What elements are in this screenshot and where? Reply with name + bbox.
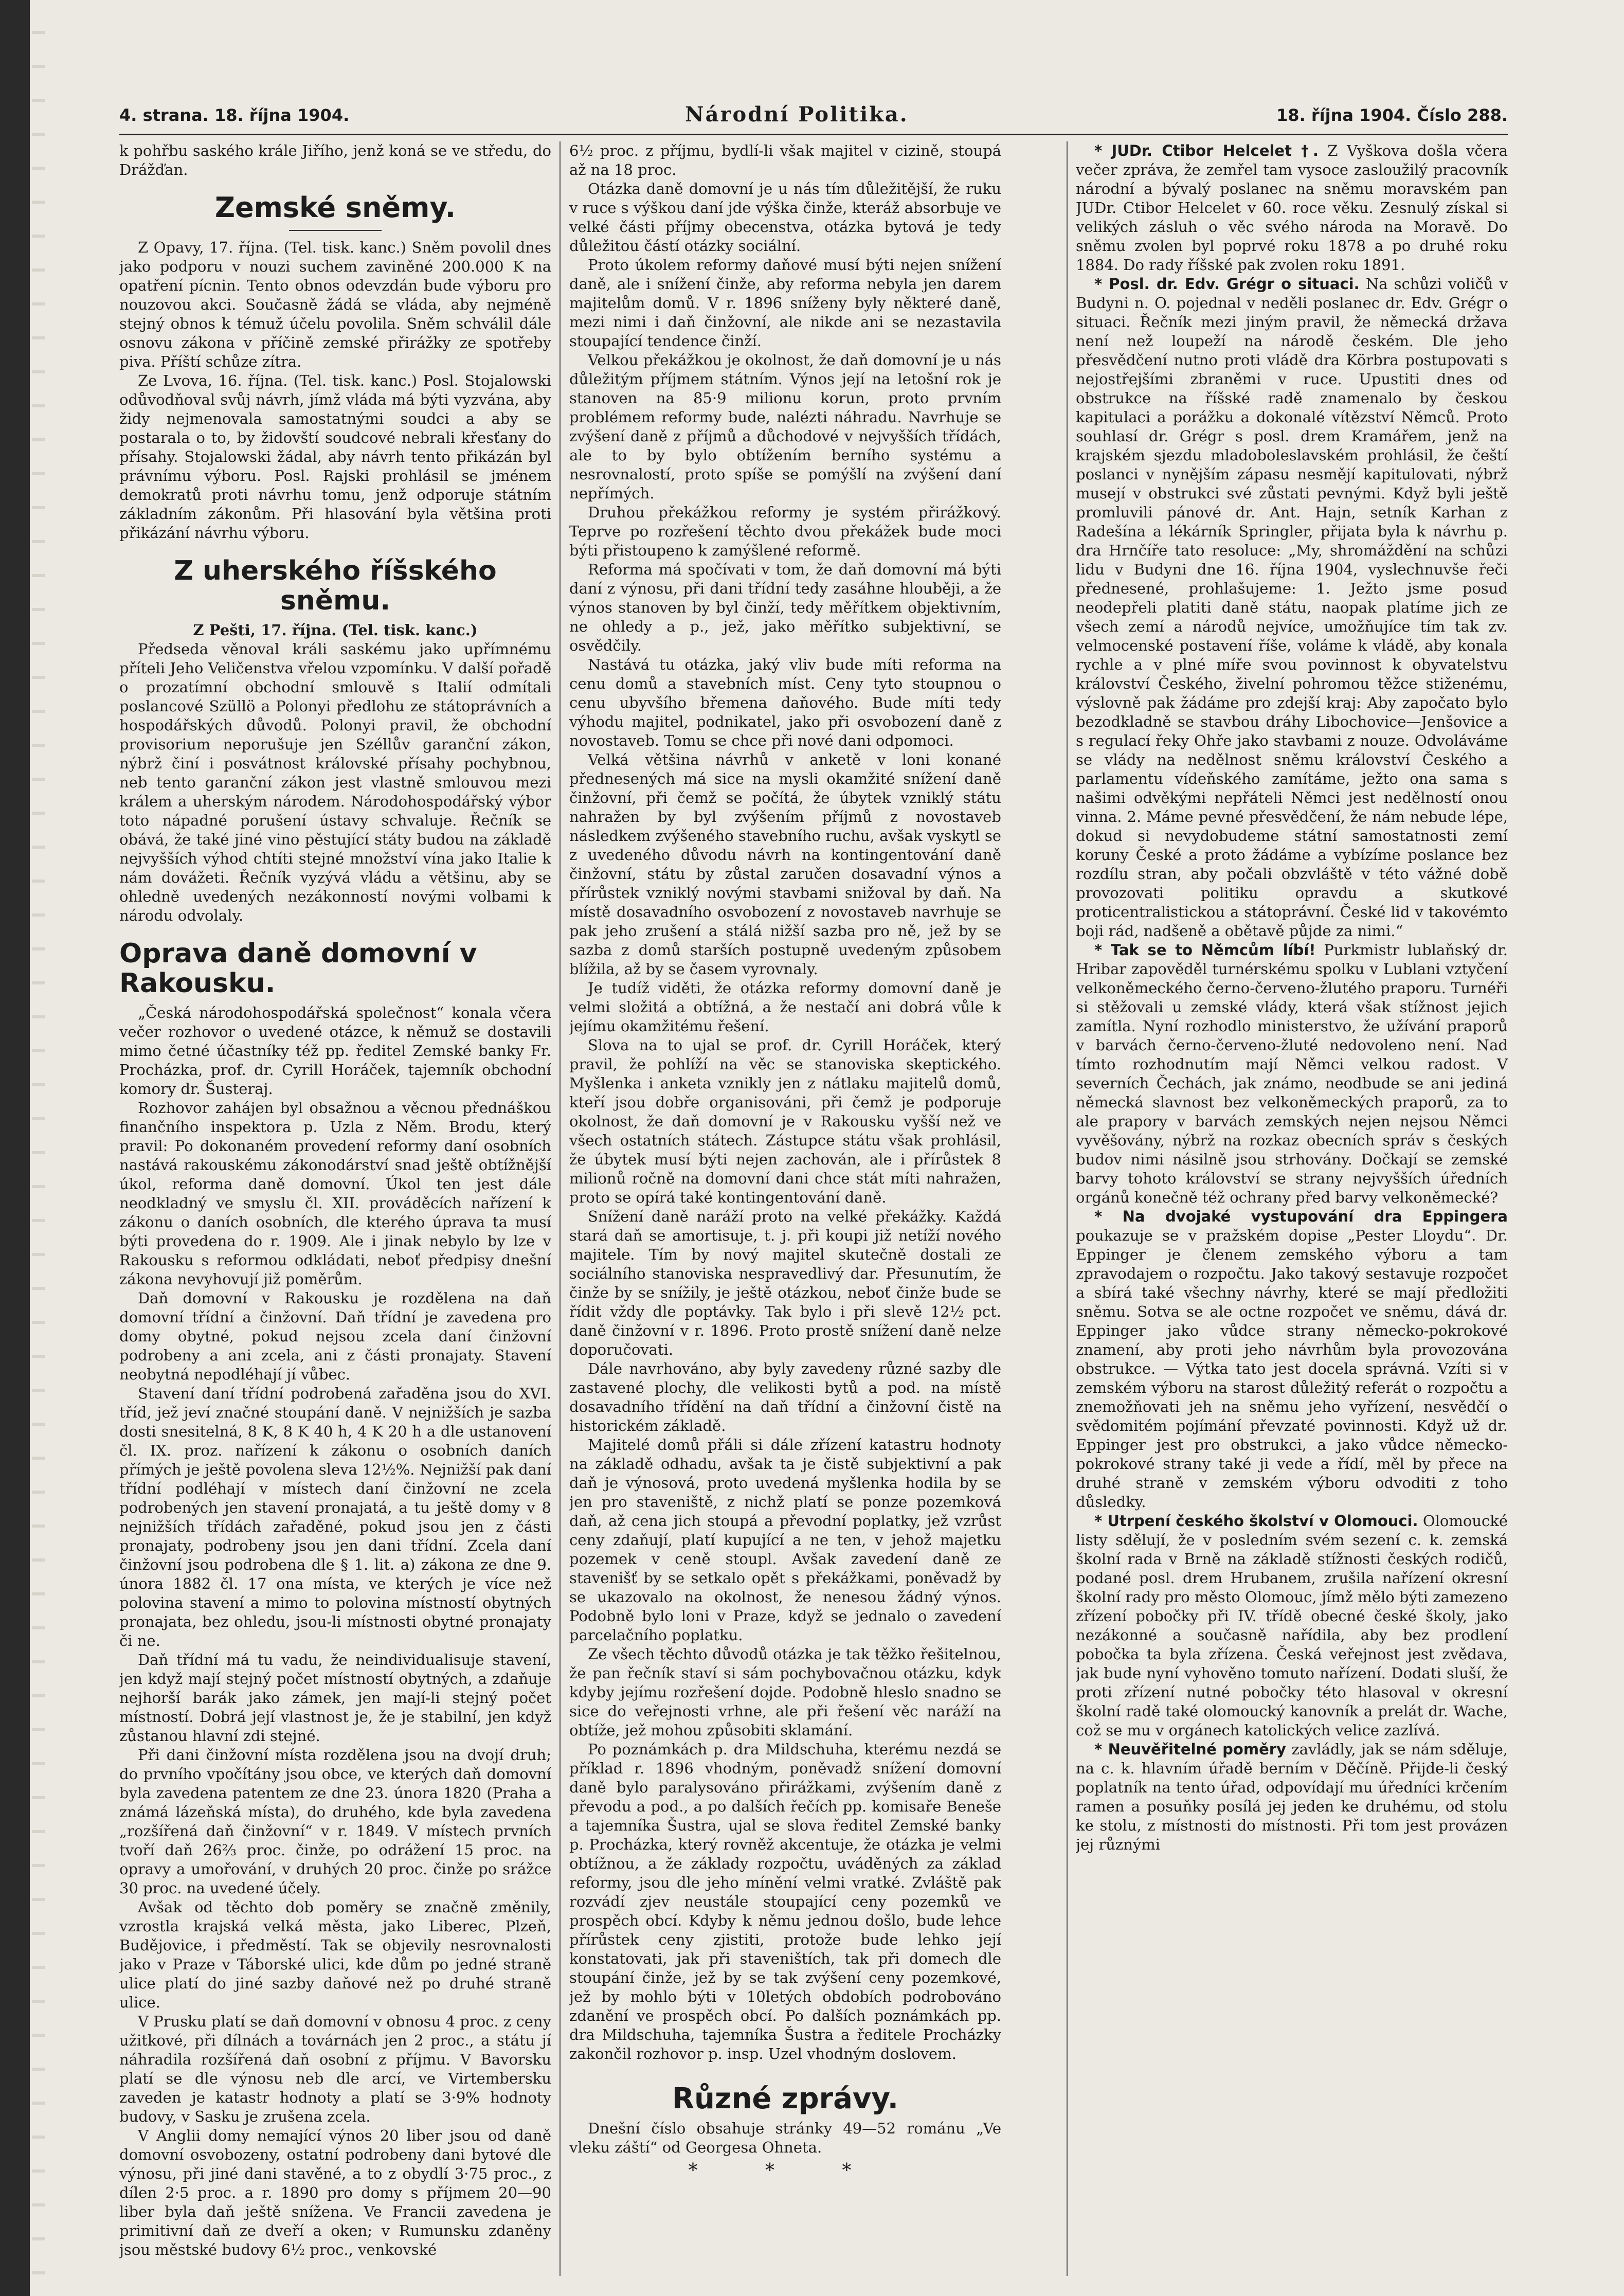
- header-page-date: 4. strana. 18. října 1904.: [119, 105, 350, 125]
- paragraph: „Česká národohospodářská společnost“ konala včera večer rozhovor o uvedené otázce, k němuž se dostavili mimo četné účastníky též pp. ředitel Zemské banky Fr. Procházka, prof. dr. Cyrill Horáček, tajemník obchodní komory dr. Šusteraj.: [119, 1004, 551, 1098]
- column-divider: [1067, 141, 1068, 2276]
- paragraph: V Anglii domy nemající výnos 20 liber jsou od daně domovní osvobozeny, ostatní podrobeny dani bytové dle výnosu, při jiné dani stavěné, a to z obydlí 3·75 proc., z dílen 2·5 proc. a r. 1890 pro domy s příjmem 20—90 liber byla daň ještě snížena. Ve Francii zavedena je primitivní daň ze dveří a oken; v Rumunsku zdaněny jsou městské budovy 6½ proc., venkovské: [119, 2127, 551, 2258]
- paragraph: Otázka daně domovní je u nás tím důležitější, že ruku v ruce s výškou daní jde výška činže, kteráž absorbuje ve velké části příjmy obecenstva, otázka bytová je tedy důležitou částí otázky sociální.: [569, 180, 1001, 255]
- paragraph: Předseda věnoval králi saskému jako upřímnému příteli Jeho Veličenstva vřelou vzpomínku. V další pořadě o prozatímní obchodní smlouvě s Italií odmítali poslancové Szüllö a Polonyi předlohu ze státoprávních a hospodářských důvodů. Polonyi pravil, že obchodní provisorium neporušuje jen Széllův garanční zákon, nýbrž činí i posvátnost královské přísahy pochybnou, neb tento garanční zákon jest vlastně smlouvou mezi králem a uherským národem. Národohospodářský výbor toto nápadné porušení ústavy schvaluje. Řečník se obává, že také jiné vino pěstující státy budou na základě nejvyšších výhod chtíti stejné množství vína jako Italie k nám dovážeti. Řečník vyzývá vládu a většinu, aby se ohledně uvedených nezákonností novými volbami k národu odvolaly.: [119, 640, 551, 924]
- paragraph: Rozhovor zahájen byl obsažnou a věcnou přednáškou finančního inspektora p. Uzla z Něm. Brodu, který pravil: Po dokonaném provedení reformy daní osobních nastává rakouskému zákonodárství snad ještě obtížnější úkol, reforma daně domovní. Úkol ten jest dále neodkladný ve smyslu čl. XII. prováděcích nařízení k zákonu o daních osobních, dle kterého úprava ta musí býti provedena do r. 1909. Ale i jinak nebylo by lze v Rakousku s reformou odkládati, neboť předpisy dnešní zákona nevyhovují již poměrům.: [119, 1099, 551, 1288]
- article-title: Oprava daně domovní v Rakousku.: [119, 938, 477, 999]
- news-item-lead: * Neuvěřitelné poměry: [1094, 1741, 1286, 1758]
- news-item-lead: * Tak se to Němcům líbí!: [1094, 941, 1316, 959]
- paragraph: k pohřbu saského krále Jiřího, jenž koná se ve středu, do Drážďan.: [119, 142, 551, 178]
- paragraph: Nastává tu otázka, jaký vliv bude míti reforma na cenu domů a stavebních míst. Ceny tyto stoupnou o cenu ubyvšího břemena daňového. Bude míti tedy výhodu majitel, podnikatel, jako při osvobození daně z novostaveb. Tomu se chce při nové dani odpomoci.: [569, 656, 1001, 749]
- paragraph: Avšak od těchto dob poměry se značně změnily, vzrostla krajská velká města, jako Liberec, Plzeň, Budějovice, i předměstí. Tak se objevily nesrovnalosti jako v Praze v Táborské ulici, kde dům po jedné straně ulice platí do jiné sazby daňové než po druhé straně ulice.: [119, 1898, 551, 2011]
- paragraph: Z Opavy, 17. října. (Tel. tisk. kanc.) Sněm povolil dnes jako podporu v nouzi suchem zaviněné 200.000 K na opatření pícnin. Tento obnos odevzdán bude výboru pro nouzovou akci. Současně žádá se vláda, aby nejméně stejný obnos k témuž účelu povolila. Sněm schválil dále osnovu zákona v příčině zemské přirážky ze spotřeby piva. Příští schůze zítra.: [119, 239, 551, 370]
- paragraph: Dále navrhováno, aby byly zavedeny různé sazby dle zastavené plochy, dle velikosti bytů a pod. na místě dosavadního třídění na daň třídní a činžovní čistě na historickém základě.: [569, 1360, 1001, 1434]
- news-item: [1076, 1512, 1508, 1740]
- paragraph: Slova na to ujal se prof. dr. Cyrill Horáček, který pravil, že pohlíží na věc se stanoviska skeptického. Myšlenka i anketa vznikly jen z nátlaku majitelů domů, kteří jsou dobře organisováni, při čemž je podporuje okolnost, že daň domovní je v Rakousku vyšší než ve všech ostatních státech. Zástupce státu však prohlásil, že úbytek musí býti nejen zachován, ale i přírůstek 8 milionů ročně na domovní dani chce stát míti nahražen, proto se opírá také kontingentování daně.: [569, 1036, 1001, 1206]
- paragraph: 6½ proc. z příjmu, bydlí-li však majitel v cizině, stoupá až na 18 proc.: [569, 142, 1001, 178]
- paragraph: Při dani činžovní místa rozdělena jsou na dvojí druh; do prvního vpočítány jsou obce, ve kterých daň domovní byla zavedena patentem ze dne 23. února 1820 (Praha a známá lázeňská místa), do druhého, kde byla zavedena „rozšířená daň činžovní“ v r. 1849. V místech prvních tvoří daň 26⅔ proc. činže, po odrážení 15 proc. na opravy a umořování, v druhých 20 proc. činže po srážce 30 proc. na uvedené účely.: [119, 1746, 551, 1897]
- header-issue-number: 18. října 1904. Číslo 288.: [1276, 105, 1508, 125]
- news-item-lead: * Posl. dr. Edv. Grégr o situaci.: [1094, 275, 1360, 293]
- news-item-text: poukazuje se v pražském dopise „Pester Lloydu“. Dr. Eppinger je členem zemského výboru a tam zpravodajem o rozpočtu. Jako takový sestavuje rozpočet a sbírá také všechny návrhy, které se mají předložiti sněmu. Sotva se ale octne rozpočet ve sněmu, dává dr. Eppinger jako vůdce strany německo-pokrokové znamení, aby proti jeho návrhům byla provozována obstrukce. — Výtka tato jest docela správná. Vzíti si v zemském výboru na starost důležitý referát o rozpočtu a znemožňovati jeh na sněmu jeho vyřízení, nesvědčí o svědomitém pojímání převzaté povinnosti. Když už dr. Eppinger jest pro obstrukci, a jako vůdce německo-pokrokové strany také ji vede a řídí, měl by přece na druhé straně v zemském výboru odvoditi z toho důsledky.: [1076, 1227, 1508, 1511]
- paragraph: Dnešní číslo obsahuje stránky 49—52 románu „Ve vleku záští“ od Georgesa Ohneta.: [569, 2120, 1001, 2156]
- news-item-text: zavládly, jak se nám sděluje, na c. k. hlavním úřadě berním v Děčíně. Přijde-li český poplatník na tento úřad, odpovídají mu úředníci krčením ramen a posuňky posílá jej jeden ke druhému, od stolu ke stolu, z místnosti do místnosti. Při tom jest provázen jej různými: [1076, 1741, 1508, 1853]
- news-item-text: Z Vyškova došla včera večer zpráva, že zemřel tam vysoce zasloužilý pracovník národní a bývalý poslanec na sněmu moravském pan JUDr. Ctibor Helcelet v 60. roce věku. Zesnulý získal si velikých zásluh o věc svého národa na Moravě. Do sněmu zvolen byl poprvé roku 1878 a po druhé roku 1884. Do rady říšské pak zvolen roku 1891.: [1076, 142, 1508, 274]
- section-stars: * * *: [688, 2160, 882, 2181]
- divider: [289, 230, 382, 231]
- news-item: [1076, 1207, 1508, 1512]
- news-item-text: Purkmistr lublaňský dr. Hribar zapověděl turnérskému spolku v Lublani vztyčení velkoněmeckého černo-červeno-žlutého praporu. Turnéři si stěžovali u zemské vlády, která však stížnost jejich zamítla. Nyní rozhodlo ministerstvo, že užívání praporů v barvách černo-červeno-žluté nedovoleno není. Nad tímto rozhodnutím mají Němci velkou radost. V severních Čechách, jak známo, neodbude se ani jediná německá slavnost bez velkoněmeckých praporů, za to ale prapory v barvách zemských nejen nejsou Němci vyvěšovány, nýbrž na rozkaz obecních správ s českých budov nimi násilně jsou strhovány. Dočkají se zemské barvy tohoto království se strany nejvyšších úředních orgánů konečně též ochrany před barvy velkoněmecké?: [1076, 941, 1508, 1206]
- paragraph: Velkou překážkou je okolnost, že daň domovní je u nás důležitým příjmem státním. Výnos její na letošní rok je stanoven na 85·9 milionu korun, proto prvním problémem reformy bude, nalézti náhradu. Navrhuje se zvýšení daně z příjmů a důchodové v nejvyšších třídách, ale to by bylo obtížením berního systému a nesrovnalostí, proto spíše se pomýšlí na zvýšení daní nepřímých.: [569, 351, 1001, 502]
- paragraph: Proto úkolem reformy daňové musí býti nejen snížení daně, ale i snížení činže, aby reforma nebyla jen darem majitelům domů. V r. 1896 sníženy byly některé daně, mezi nimi i daň činžovní, ale nikde ani se nezastavila stoupající tendence činží.: [569, 256, 1001, 350]
- paragraph: V Prusku platí se daň domovní v obnosu 4 proc. z ceny užitkové, při dílnách a továrnách jen 2 proc., a státu jí náhradila rozšířená daň osobní z příjmu. V Bavorsku platí se dle výnosu neb dle arcí, ve Virtembersku zaveden je katastr hodnoty a platí se 3·9% hodnoty budovy, v Sasku je zrušena zcela.: [119, 2013, 551, 2125]
- column-3: [1076, 141, 1508, 2276]
- header-rule: [119, 134, 1508, 135]
- paragraph: Majitelé domů přáli si dále zřízení katastru hodnoty na základě odhadu, avšak ta je čistě subjektivní a pak daň je výnosová, proto uvedená myšlenka hodila by se jen pro staveniště, z nichž platí se ponze pozemková daň, až cena jich stoupá a převodní poplatky, jež vzrůst ceny zdaňují, platí kupující a ne ten, v jehož majetku pozemek v ceně stoupl. Avšak zavedení daně ze stavenišť by se setkalo opět s překážkami, poněvadž by se ukazovalo na okolnost, že nenesou žádný výnos. Podobně bylo loni v Praze, když se jednalo o zavedení parcelačního poplatku.: [569, 1436, 1001, 1644]
- scan-edge: [0, 0, 30, 2296]
- news-item-lead: * JUDr. Ctibor Helcelet †.: [1094, 142, 1319, 159]
- column-2: [569, 141, 1001, 2276]
- paragraph: Ze všech těchto důvodů otázka je tak těžko řešitelnou, že pan řečník staví si sám pochybovačnou otázku, kdyk kdyby jejímu rozřešení dojde. Podobně hleslo snadno se sice do veřejnosti vrhne, ale při řešení věc naráží na obtíže, jež mohou způsobiti sklamání.: [569, 1645, 1001, 1739]
- news-item-text: Olomoucké listy sdělují, že v posledním svém sezení c. k. zemská školní rada v Brně na základě stížnosti českých rodičů, podané posl. drem Hrubanem, zrušila nařízení okresní školní rady pro město Olomouc, jímž mělo býti zamezeno zřízení pobočky při IV. třídě obecné české školy, jako nezákonné a současně nařídila, aby bez prodlení pobočka ta byla zřízena. Česká veřejnost jest zvědava, jak bude nyní vyhověno tomuto nařízení. Dodati sluší, že proti zřízení nutné pobočky této hlasoval v okresní školní radě také olomoucký kanovník a prelát dr. Wache, což se mu v orgánech katolických velice zazlívá.: [1076, 1512, 1508, 1739]
- news-item: [1076, 141, 1508, 275]
- page-header: [119, 102, 1508, 132]
- paragraph: Daň domovní v Rakousku je rozdělena na daň domovní třídní a činžovní. Daň třídní je zavedena pro domy obytné, pokud nejsou zcela daní činžovní podrobeny a ani zcela, ani z části pronajaty. Stavení neobytná nepodléhají jí vůbec.: [119, 1289, 551, 1383]
- masthead-title: Národní Politika.: [685, 102, 909, 127]
- column-divider: [560, 141, 561, 2276]
- news-item: [1076, 941, 1508, 1207]
- paragraph: Po poznámkách p. dra Mildschuha, kterému nezdá se příklad r. 1896 vhodným, poněvadž snížení domovní daně bylo paralysováno přirážkami, zvýšením daně z převodu a pod., a po dalších řečích pp. komisaře Beneše a tajemníka Šustra, ujal se slova ředitel Zemské banky p. Procházka, který rovněž akcentuje, že otázka je velmi obtížnou, a že základy rozpočtu, uváděných za základ reformy, jsou dle jeho mínění velmi vratké. Zvláště pak rozvádí zjev neustále stoupající ceny pozemků ve prospěch obcí. Kdyby k němu jednou došlo, bude lehce přírůstek ceny zjistiti, protože bude lehko její konstatovati, jak při staveništích, tak při domech dle stoupání činže, jež by se tak zvýšení ceny pozemkové, jež by mohlo býti v 10letých obdobích podrobováno zdanění ve prospěch obcí. Po dalších poznámkách pp. dra Mildschuha, tajemníka Šustra a ředitele Procházky zakončil rozhovor p. insp. Uzel vhodným doslovem.: [569, 1741, 1001, 2062]
- news-item: [1076, 1740, 1508, 1854]
- paragraph: Velká většina návrhů v anketě v loni konané přednesených má sice na mysli okamžité snížení daně činžovní, při čemž se počítá, že úbytek vzniklý státu nahražen by byl zvýšením příjmů z novostaveb následkem zvýšeného stavebního ruchu, avšak vyskytl se z uvedeného důvodu návrh na kontingentování daně činžovní, státu by zůstal zaručen dosavadní výnos a přírůstek vzniklý novými stavbami snižoval by daň. Na místě dosavadního osvobození z novostaveb navrhuje se pak jeho zrušení a stálá nižší sazba pro ně, jež by se sazba z domů starších postupně uvedeným způsobem blížila, až by se časem vyrovnaly.: [569, 751, 1001, 978]
- news-item-text: Na schůzi voličů v Budyni n. O. pojednal v neděli poslanec dr. Edv. Grégr o situaci. Řečník mezi jiným pravil, že německá država není než loupeží na národě českém. Dle jeho přesvědčení nutno proti vládě dra Körbra postupovati s nejostřejšími zbraněmi v ruce. Upustiti dnes od obstrukce na říšské radě znamenalo by českou kapitulaci a porážku a dokonalé vítězství Němců. Proto souhlasí dr. Grégr s posl. drem Kramářem, jenž na krajském sjezdu mladoboleslavském prohlásil, že čeští poslanci v nynějším zápasu nesmějí kapitulovati, nýbrž musejí v obstrukci své zůstati pevnými. Když byli ještě promluvili pánové dr. Ant. Hajn, setník Karhan z Radešína a lékárník Springler, přijata byla k návrhu p. dra Hrnčíře tato resoluce: „My, shromáždění na schůzi lidu v Budyni dne 16. října 1904, vyslechnuvše řeči přednesené, prohlašujeme: 1. Ježto jsme posud neodepřeli platiti daně státu, naopak platíme jich ze všech zemí a národů nejvíce, umožňujíce tím tak zv. velmocenské postavení říše, voláme k vládě, aby konala rychle a v plné míře svou povinnost k obyvatelstvu království Českého, živelní pohromou těžce stiženému, výslovně pak žádáme pro zdejší kraj: Aby započato bylo bezodkladně se stavbou dráhy Libochovice—Jenšovice a s regulací řeky Ohře jako stavbami z nouze. Odvoláváme se vlády na nedělnost sněmu království Českého a parlamentu vídeňského zamítáme, ježto ona sama s našimi odvěkými nepřáteli Němci jest nedělností onou vinna. 2. Máme pevné přesvědčení, že nám nebude lépe, dokud si nevydobudeme státní samostatnosti zemí koruny České a proto žádáme a vybízíme poslance bez rozdílu stran, aby počali obzvláště v této vážné době provozovati politiku opravdu a skutkové proticentralistickou a státoprávní. České lid v takovémto boji rád, nadšeně a obětavě půjde za nimi.“: [1076, 275, 1508, 940]
- dateline: Z Pešti, 17. října. (Tel. tisk. kanc.): [193, 621, 478, 639]
- section-heading: Zemské sněmy.: [214, 191, 456, 224]
- paragraph: Reforma má spočívati v tom, že daň domovní má býti daní z výnosu, při dani třídní tedy zasáhne hlouběji, a že výnos stanoven by byl činží, tedy měřítkem objektivním, ne ohledy a p., jež, jako měřítko subjektivní, se osvědčily.: [569, 561, 1001, 654]
- paragraph: Stavení daní třídní podrobená zařaděna jsou do XVI. tříd, jež jeví značné stoupání daně. V nejnižších je sazba dosti snesitelná, 8 K, 8 K 40 h, 4 K 20 h a dle ustanovení čl. IX. proz. nařízení k zákonu o osobních daních přímých je ještě povolena sleva 12½%. Nejnižší pak daní třídní podléhají v místech daní činžovní ne zcela podrobených jen stavení pronajatá, a tu ještě domy v 8 nejnižších třídách zařaděné, pokud jsou jen z části pronajaty, podrobeny jsou jen dani třídní. Zcela daní činžovní jsou podrobena dle § 1. lit. a) zákona ze dne 9. února 1882 čl. 17 ona místa, ve kterých je více než polovina stavení a mimo to polovina místností obytných pronajata, bez ohledu, jsou-li místnosti obytné pronajaty či ne.: [119, 1385, 551, 1649]
- news-item: [1076, 275, 1508, 941]
- paragraph: Daň třídní má tu vadu, že neindividualisuje stavení, jen když mají stejný počet místností obytných, a zdaňuje nejhorší barák jako zámek, jen mají-li stejný počet místností. Dobrá její vlastnost je, že je stabilní, jen když zůstanou hlavní zdi stejné.: [119, 1651, 551, 1745]
- section-heading: Různé zprávy.: [672, 2082, 899, 2115]
- paragraph: Je tudíž viděti, že otázka reformy domovní daně je velmi složitá a obtížná, a že nestačí ani dobrá vůle k jejímu okamžitému řešení.: [569, 979, 1001, 1035]
- binding-holes: [32, 0, 45, 2296]
- news-item-lead: * Utrpení českého školství v Olomouci.: [1094, 1512, 1418, 1530]
- paragraph: Ze Lvova, 16. října. (Tel. tisk. kanc.) Posl. Stojalowski odůvodňoval svůj návrh, jímž vláda má býti vyzvána, aby židy nejmenovala samostatnými soudci a aby se postarala o to, by židovští soudcové nebrali křesťany do přísahy. Stojalowski žádal, aby návrh tento přikázán byl právnímu výboru. Posl. Rajski prohlásil se jménem demokratů proti návrhu tomu, jenž odporuje státním základním zákonům. Při hlasování byla většina proti přikázání návrhu výboru.: [119, 372, 551, 542]
- paragraph: Snížení daně naráží proto na velké překážky. Každá stará daň se amortisuje, t. j. při koupi již netíží nového majitele. Tím by nový majitel skutečně dostali ze sociálního stanoviska nespravedlivý dar. Přesunutím, že činže by se snížily, je ještě otázkou, neboť činže bude se řídit vždy dle poptávky. Tak bylo i při slevě 12½ pct. daně činžovní v r. 1896. Proto prostě snížení daně nelze doporučovati.: [569, 1208, 1001, 1358]
- news-item-lead: * Na dvojaké vystupování dra Eppingera: [1094, 1208, 1508, 1225]
- column-1: [119, 141, 551, 2276]
- paragraph: Druhou překážkou reformy je systém přirážkový. Teprve po rozřešení těchto dvou překážek bude moci býti přistoupeno k zamýšlené reformě.: [569, 504, 1001, 559]
- section-heading: Z uherského říšského sněmu.: [174, 555, 497, 616]
